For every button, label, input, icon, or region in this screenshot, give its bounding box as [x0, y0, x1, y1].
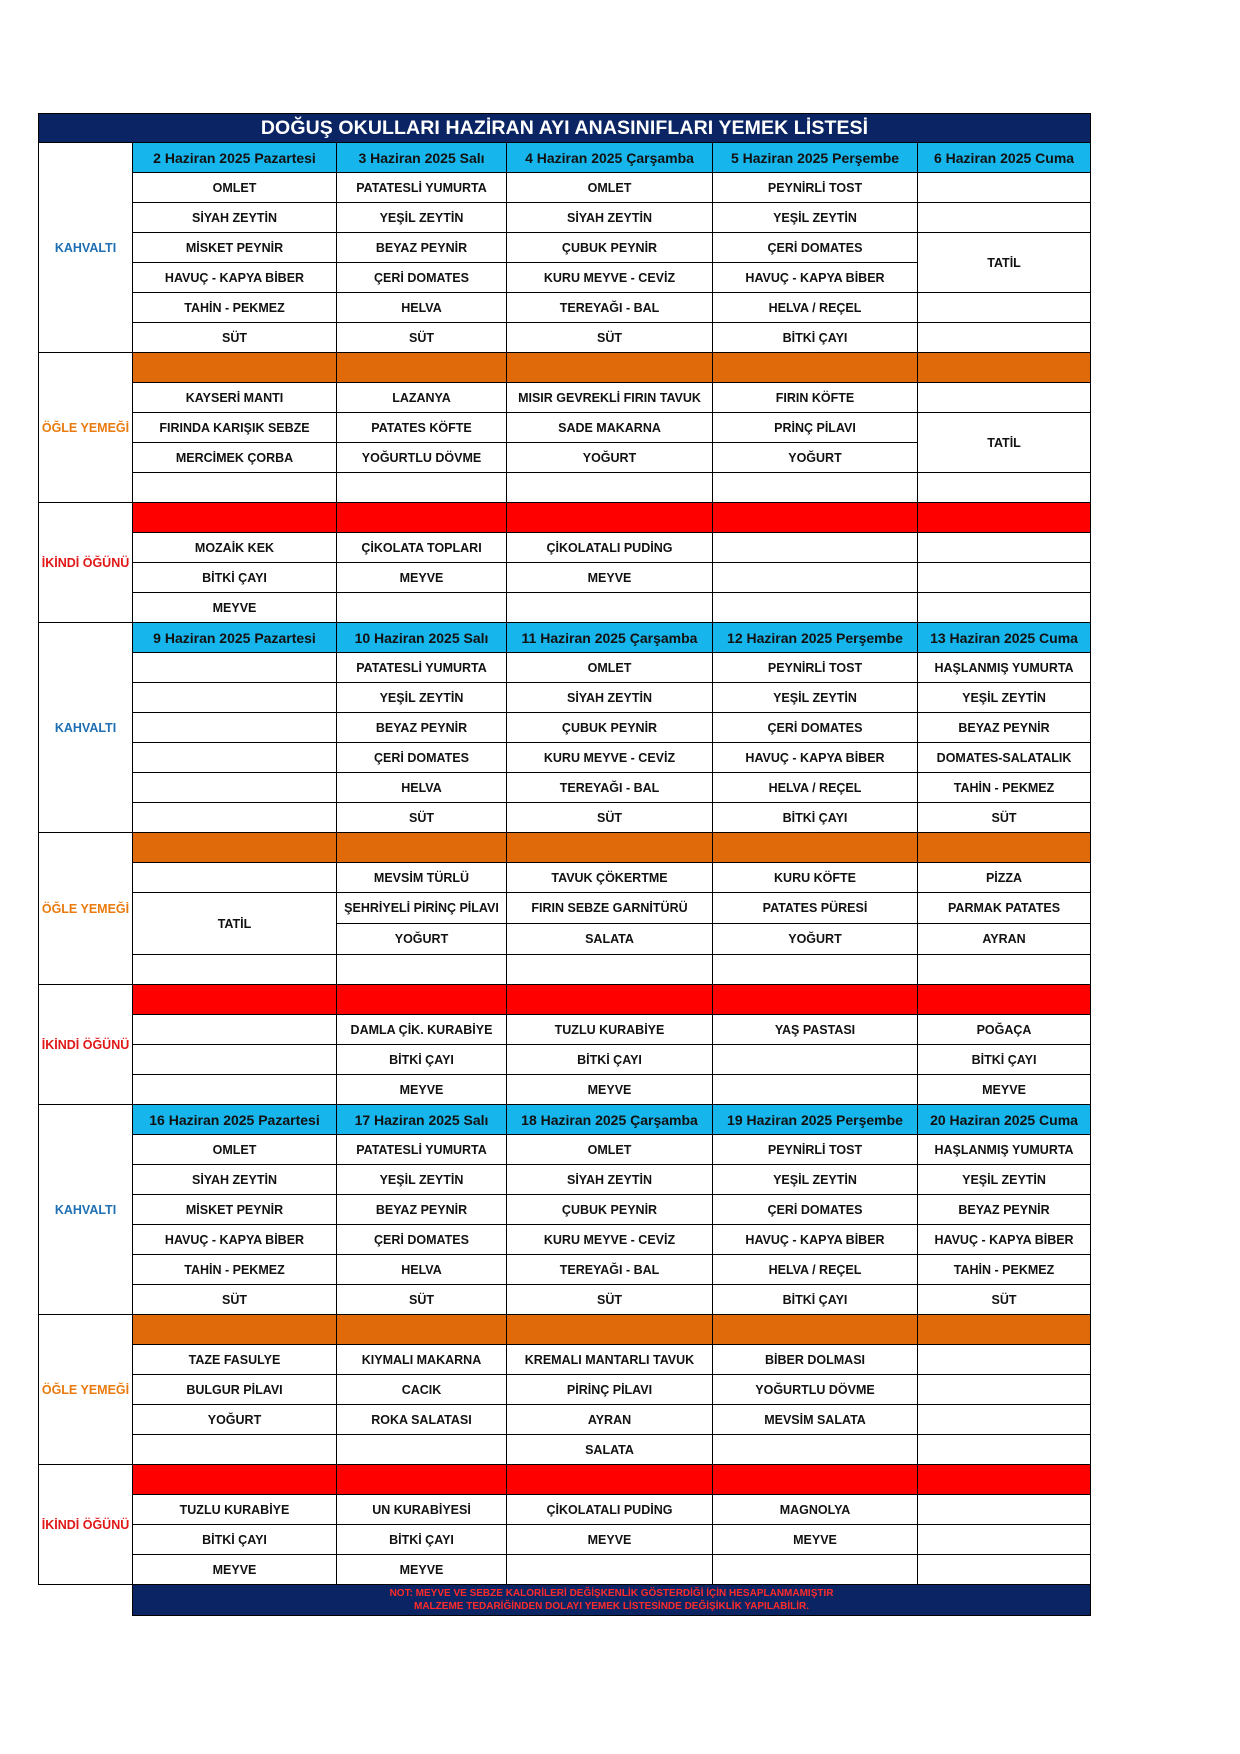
- menu-sheet: [38, 113, 1090, 1616]
- menu-item: YEŞİL ZEYTİN: [713, 683, 918, 713]
- menu-item: ÇİKOLATA TOPLARI: [337, 533, 507, 563]
- lunch-separator: [918, 833, 1091, 863]
- table-row: [39, 1345, 1091, 1375]
- menu-item: ÇİKOLATALI PUDİNG: [507, 1495, 713, 1525]
- menu-item: TEREYAĞI - BAL: [507, 293, 713, 323]
- table-row: [39, 683, 1091, 713]
- menu-item: YOĞURTLU DÖVME: [713, 1375, 918, 1405]
- menu-item: HAVUÇ - KAPYA BİBER: [133, 263, 337, 293]
- snack-separator: [133, 1465, 337, 1495]
- menu-item: BİTKİ ÇAYI: [133, 563, 337, 593]
- menu-item: [337, 473, 507, 503]
- snack-separator: [337, 503, 507, 533]
- table-row: [39, 743, 1091, 773]
- menu-item: MOZAİK KEK: [133, 533, 337, 563]
- section-label-breakfast: KAHVALTI: [39, 143, 133, 353]
- menu-item: [918, 203, 1091, 233]
- table-row: [39, 1075, 1091, 1105]
- menu-item: [133, 653, 337, 683]
- menu-item: [918, 323, 1091, 353]
- menu-item: KAYSERİ MANTI: [133, 383, 337, 413]
- date-header: 11 Haziran 2025 Çarşamba: [507, 623, 713, 653]
- menu-item: TEREYAĞI - BAL: [507, 773, 713, 803]
- table-row: [39, 803, 1091, 833]
- menu-item: UN KURABİYESİ: [337, 1495, 507, 1525]
- menu-item: [918, 1555, 1091, 1585]
- lunch-separator: [337, 1315, 507, 1345]
- menu-item: [133, 713, 337, 743]
- menu-item: [918, 955, 1091, 985]
- table-row: [39, 833, 1091, 863]
- menu-item: HAŞLANMIŞ YUMURTA: [918, 653, 1091, 683]
- lunch-separator: [713, 1315, 918, 1345]
- menu-item: [918, 563, 1091, 593]
- menu-item: OMLET: [133, 1135, 337, 1165]
- menu-item: SÜT: [507, 803, 713, 833]
- menu-item: TAVUK ÇÖKERTME: [507, 863, 713, 893]
- menu-item: YEŞİL ZEYTİN: [918, 683, 1091, 713]
- snack-separator: [337, 985, 507, 1015]
- snack-separator: [713, 1465, 918, 1495]
- menu-item: [133, 955, 337, 985]
- menu-item: YOĞURT: [337, 924, 507, 955]
- menu-item: [133, 1435, 337, 1465]
- table-row: [39, 1375, 1091, 1405]
- menu-item: MEYVE: [918, 1075, 1091, 1105]
- menu-item: YAŞ PASTASI: [713, 1015, 918, 1045]
- menu-item: TUZLU KURABİYE: [133, 1495, 337, 1525]
- menu-item: MEYVE: [507, 563, 713, 593]
- menu-item: KREMALI MANTARLI TAVUK: [507, 1345, 713, 1375]
- menu-item: MEVSİM SALATA: [713, 1405, 918, 1435]
- menu-table: [38, 113, 1091, 1616]
- table-row: [39, 1015, 1091, 1045]
- menu-item: BİBER DOLMASI: [713, 1345, 918, 1375]
- menu-item: ÇERİ DOMATES: [337, 263, 507, 293]
- menu-item: PEYNİRLİ TOST: [713, 173, 918, 203]
- snack-separator: [507, 503, 713, 533]
- menu-item: MEVSİM TÜRLÜ: [337, 863, 507, 893]
- table-row: [39, 323, 1091, 353]
- menu-item: [713, 593, 918, 623]
- menu-item: KIYMALI MAKARNA: [337, 1345, 507, 1375]
- table-row: [39, 1585, 1091, 1616]
- menu-item: TAHİN - PEKMEZ: [133, 1255, 337, 1285]
- lunch-separator: [918, 1315, 1091, 1345]
- menu-item: SİYAH ZEYTİN: [507, 1165, 713, 1195]
- menu-item: HAVUÇ - KAPYA BİBER: [918, 1225, 1091, 1255]
- table-row: [39, 1315, 1091, 1345]
- menu-item: SÜT: [337, 803, 507, 833]
- snack-separator: [133, 503, 337, 533]
- snack-separator: [713, 985, 918, 1015]
- lunch-separator: [713, 353, 918, 383]
- menu-item: [918, 533, 1091, 563]
- date-header: 17 Haziran 2025 Salı: [337, 1105, 507, 1135]
- menu-item: [713, 1045, 918, 1075]
- menu-item: [507, 955, 713, 985]
- menu-item: YOĞURTLU DÖVME: [337, 443, 507, 473]
- table-row: [39, 503, 1091, 533]
- menu-item: SİYAH ZEYTİN: [507, 683, 713, 713]
- menu-item: SALATA: [507, 1435, 713, 1465]
- menu-item: [133, 1015, 337, 1045]
- table-row: [39, 623, 1091, 653]
- table-row: [39, 1225, 1091, 1255]
- date-header: 12 Haziran 2025 Perşembe: [713, 623, 918, 653]
- snack-separator: [507, 985, 713, 1015]
- menu-item: BİTKİ ÇAYI: [713, 1285, 918, 1315]
- menu-item: ROKA SALATASI: [337, 1405, 507, 1435]
- menu-item: YEŞİL ZEYTİN: [337, 1165, 507, 1195]
- table-row: [39, 1105, 1091, 1135]
- menu-item: SİYAH ZEYTİN: [133, 1165, 337, 1195]
- menu-item: MİSKET PEYNİR: [133, 1195, 337, 1225]
- menu-item: [713, 1555, 918, 1585]
- menu-item: [337, 593, 507, 623]
- menu-item: TEREYAĞI - BAL: [507, 1255, 713, 1285]
- menu-item: ÇERİ DOMATES: [713, 233, 918, 263]
- menu-item: YOĞURT: [713, 924, 918, 955]
- date-header: 19 Haziran 2025 Perşembe: [713, 1105, 918, 1135]
- menu-item: MEYVE: [337, 1555, 507, 1585]
- lunch-separator: [133, 1315, 337, 1345]
- footer-note: [133, 1585, 1091, 1616]
- section-label-breakfast: KAHVALTI: [39, 1105, 133, 1315]
- menu-item: PARMAK PATATES: [918, 893, 1091, 924]
- menu-item: SÜT: [507, 323, 713, 353]
- menu-item: TUZLU KURABİYE: [507, 1015, 713, 1045]
- menu-item: AYRAN: [918, 924, 1091, 955]
- table-row: [39, 293, 1091, 323]
- menu-item: [713, 1435, 918, 1465]
- menu-item: YEŞİL ZEYTİN: [713, 203, 918, 233]
- menu-item: HELVA / REÇEL: [713, 293, 918, 323]
- menu-item: [918, 383, 1091, 413]
- date-header: 9 Haziran 2025 Pazartesi: [133, 623, 337, 653]
- menu-item: [918, 1495, 1091, 1525]
- menu-item: HELVA / REÇEL: [713, 773, 918, 803]
- menu-item: TAHİN - PEKMEZ: [133, 293, 337, 323]
- menu-item: ÇİKOLATALI PUDİNG: [507, 533, 713, 563]
- menu-item: OMLET: [507, 1135, 713, 1165]
- snack-separator: [507, 1465, 713, 1495]
- section-label-snack: İKİNDİ ÖĞÜNÜ: [39, 503, 133, 623]
- menu-item: [918, 473, 1091, 503]
- menu-item: BİTKİ ÇAYI: [337, 1525, 507, 1555]
- section-label-breakfast: KAHVALTI: [39, 623, 133, 833]
- table-row: [39, 1495, 1091, 1525]
- table-row: [39, 653, 1091, 683]
- menu-item: SÜT: [507, 1285, 713, 1315]
- menu-item: PRİNÇ PİLAVI: [713, 413, 918, 443]
- menu-item: PATATESLİ YUMURTA: [337, 1135, 507, 1165]
- menu-item: [713, 473, 918, 503]
- table-row: [39, 773, 1091, 803]
- menu-item: LAZANYA: [337, 383, 507, 413]
- table-row: [39, 713, 1091, 743]
- footer-note-line2: MALZEME TEDARİĞİNDEN DOLAYI YEMEK LİSTESİNDE DEĞİŞİKLİK YAPILABİLİR.: [414, 1601, 810, 1612]
- menu-item: YEŞİL ZEYTİN: [713, 1165, 918, 1195]
- menu-item: SİYAH ZEYTİN: [133, 203, 337, 233]
- menu-item: [507, 1555, 713, 1585]
- menu-item: YEŞİL ZEYTİN: [918, 1165, 1091, 1195]
- date-header: 6 Haziran 2025 Cuma: [918, 143, 1091, 173]
- snack-separator: [918, 503, 1091, 533]
- menu-item: TAZE FASULYE: [133, 1345, 337, 1375]
- snack-separator: [713, 503, 918, 533]
- table-row: [39, 1045, 1091, 1075]
- menu-item: KURU KÖFTE: [713, 863, 918, 893]
- lunch-separator: [133, 353, 337, 383]
- lunch-separator: [337, 353, 507, 383]
- menu-item: ÇUBUK PEYNİR: [507, 1195, 713, 1225]
- lunch-separator: [918, 353, 1091, 383]
- table-row: [39, 1405, 1091, 1435]
- menu-item: [507, 473, 713, 503]
- menu-item: ÇUBUK PEYNİR: [507, 713, 713, 743]
- menu-item: HAŞLANMIŞ YUMURTA: [918, 1135, 1091, 1165]
- menu-item: [713, 955, 918, 985]
- menu-item: MEYVE: [133, 1555, 337, 1585]
- menu-item: MEYVE: [133, 593, 337, 623]
- table-row: [39, 1165, 1091, 1195]
- menu-item: MEYVE: [337, 563, 507, 593]
- menu-item: SÜT: [918, 803, 1091, 833]
- menu-item: MİSKET PEYNİR: [133, 233, 337, 263]
- menu-item: [918, 1405, 1091, 1435]
- menu-item: BİTKİ ÇAYI: [713, 803, 918, 833]
- menu-item: DAMLA ÇİK. KURABİYE: [337, 1015, 507, 1045]
- menu-item: BİTKİ ÇAYI: [337, 1045, 507, 1075]
- table-row: [39, 383, 1091, 413]
- table-row: [39, 203, 1091, 233]
- menu-item: [133, 1075, 337, 1105]
- menu-item: [337, 1435, 507, 1465]
- menu-item: PATATES KÖFTE: [337, 413, 507, 443]
- date-header: 4 Haziran 2025 Çarşamba: [507, 143, 713, 173]
- menu-item: MEYVE: [337, 1075, 507, 1105]
- menu-item: HELVA: [337, 293, 507, 323]
- table-row: [39, 1525, 1091, 1555]
- menu-item: SÜT: [337, 323, 507, 353]
- menu-item: BEYAZ PEYNİR: [918, 713, 1091, 743]
- section-label-lunch: ÖĞLE YEMEĞİ: [39, 833, 133, 985]
- menu-item: MEYVE: [507, 1075, 713, 1105]
- date-header: 20 Haziran 2025 Cuma: [918, 1105, 1091, 1135]
- section-label-lunch: ÖĞLE YEMEĞİ: [39, 1315, 133, 1465]
- date-header: 18 Haziran 2025 Çarşamba: [507, 1105, 713, 1135]
- holiday-label: TATİL: [918, 413, 1091, 473]
- lunch-separator: [337, 833, 507, 863]
- menu-item: [133, 683, 337, 713]
- menu-item: YEŞİL ZEYTİN: [337, 203, 507, 233]
- menu-item: TAHİN - PEKMEZ: [918, 1255, 1091, 1285]
- section-label-lunch: ÖĞLE YEMEĞİ: [39, 353, 133, 503]
- menu-item: ÇUBUK PEYNİR: [507, 233, 713, 263]
- table-row: [39, 233, 1091, 263]
- table-row: [39, 1555, 1091, 1585]
- table-row: [39, 593, 1091, 623]
- menu-item: KURU MEYVE - CEVİZ: [507, 263, 713, 293]
- menu-item: KURU MEYVE - CEVİZ: [507, 1225, 713, 1255]
- menu-item: [133, 803, 337, 833]
- menu-item: FIRIN KÖFTE: [713, 383, 918, 413]
- menu-item: HAVUÇ - KAPYA BİBER: [713, 743, 918, 773]
- menu-item: YOĞURT: [713, 443, 918, 473]
- menu-item: BİTKİ ÇAYI: [713, 323, 918, 353]
- menu-item: BİTKİ ÇAYI: [507, 1045, 713, 1075]
- menu-item: FIRIN SEBZE GARNİTÜRÜ: [507, 893, 713, 924]
- date-header: 3 Haziran 2025 Salı: [337, 143, 507, 173]
- menu-item: [133, 1045, 337, 1075]
- menu-item: PEYNİRLİ TOST: [713, 1135, 918, 1165]
- menu-item: BEYAZ PEYNİR: [337, 1195, 507, 1225]
- table-row: [39, 563, 1091, 593]
- table-row: [39, 893, 1091, 924]
- menu-item: SÜT: [337, 1285, 507, 1315]
- menu-item: POĞAÇA: [918, 1015, 1091, 1045]
- date-header: 2 Haziran 2025 Pazartesi: [133, 143, 337, 173]
- menu-item: BİTKİ ÇAYI: [918, 1045, 1091, 1075]
- table-row: [39, 985, 1091, 1015]
- lunch-separator: [507, 1315, 713, 1345]
- menu-item: MERCİMEK ÇORBA: [133, 443, 337, 473]
- date-header: 16 Haziran 2025 Pazartesi: [133, 1105, 337, 1135]
- menu-item: [133, 863, 337, 893]
- menu-item: SİYAH ZEYTİN: [507, 203, 713, 233]
- menu-item: BEYAZ PEYNİR: [918, 1195, 1091, 1225]
- menu-item: [918, 1525, 1091, 1555]
- lunch-separator: [713, 833, 918, 863]
- menu-item: PİZZA: [918, 863, 1091, 893]
- menu-item: KURU MEYVE - CEVİZ: [507, 743, 713, 773]
- menu-item: YOĞURT: [507, 443, 713, 473]
- menu-item: PEYNİRLİ TOST: [713, 653, 918, 683]
- table-row: [39, 1465, 1091, 1495]
- menu-item: MAGNOLYA: [713, 1495, 918, 1525]
- menu-item: [133, 473, 337, 503]
- menu-item: OMLET: [507, 173, 713, 203]
- menu-item: HELVA / REÇEL: [713, 1255, 918, 1285]
- menu-item: [337, 955, 507, 985]
- menu-item: DOMATES-SALATALIK: [918, 743, 1091, 773]
- page-title: DOĞUŞ OKULLARI HAZİRAN AYI ANASINIFLARI YEMEK LİSTESİ: [39, 114, 1091, 143]
- footer-spacer: [39, 1585, 133, 1616]
- date-header: 10 Haziran 2025 Salı: [337, 623, 507, 653]
- menu-item: [918, 293, 1091, 323]
- menu-item: HAVUÇ - KAPYA BİBER: [133, 1225, 337, 1255]
- table-row: [39, 1285, 1091, 1315]
- menu-item: ÇERİ DOMATES: [713, 713, 918, 743]
- snack-separator: [337, 1465, 507, 1495]
- table-row: [39, 173, 1091, 203]
- menu-item: BEYAZ PEYNİR: [337, 233, 507, 263]
- menu-item: PATATESLİ YUMURTA: [337, 653, 507, 683]
- table-row: [39, 413, 1091, 443]
- menu-item: PATATESLİ YUMURTA: [337, 173, 507, 203]
- menu-item: [918, 593, 1091, 623]
- menu-item: [133, 743, 337, 773]
- menu-item: AYRAN: [507, 1405, 713, 1435]
- menu-item: SALATA: [507, 924, 713, 955]
- date-header: 5 Haziran 2025 Perşembe: [713, 143, 918, 173]
- table-row: [39, 473, 1091, 503]
- lunch-separator: [507, 353, 713, 383]
- section-label-snack: İKİNDİ ÖĞÜNÜ: [39, 985, 133, 1105]
- holiday-label: TATİL: [918, 233, 1091, 293]
- menu-item: SÜT: [133, 323, 337, 353]
- menu-item: OMLET: [507, 653, 713, 683]
- menu-item: ÇERİ DOMATES: [713, 1195, 918, 1225]
- menu-item: PİRİNÇ PİLAVI: [507, 1375, 713, 1405]
- table-row: [39, 955, 1091, 985]
- menu-item: YEŞİL ZEYTİN: [337, 683, 507, 713]
- menu-item: MEYVE: [507, 1525, 713, 1555]
- menu-item: MISIR GEVREKLİ FIRIN TAVUK: [507, 383, 713, 413]
- menu-item: MEYVE: [713, 1525, 918, 1555]
- menu-item: BİTKİ ÇAYI: [133, 1525, 337, 1555]
- menu-item: FIRINDA KARIŞIK SEBZE: [133, 413, 337, 443]
- table-row: [39, 1435, 1091, 1465]
- menu-item: CACIK: [337, 1375, 507, 1405]
- menu-item: [507, 593, 713, 623]
- menu-item: OMLET: [133, 173, 337, 203]
- snack-separator: [918, 985, 1091, 1015]
- menu-item: [713, 533, 918, 563]
- lunch-separator: [507, 833, 713, 863]
- table-row: [39, 863, 1091, 893]
- menu-item: TAHİN - PEKMEZ: [918, 773, 1091, 803]
- snack-separator: [918, 1465, 1091, 1495]
- section-label-snack: İKİNDİ ÖĞÜNÜ: [39, 1465, 133, 1585]
- lunch-separator: [133, 833, 337, 863]
- menu-item: [713, 563, 918, 593]
- footer-note-line1: NOT: MEYVE VE SEBZE KALORİLERİ DEĞİŞKENLİK GÖSTERDİĞİ İÇİN HESAPLANMAMIŞTIR: [389, 1588, 834, 1599]
- menu-item: PATATES PÜRESİ: [713, 893, 918, 924]
- menu-item: [918, 1435, 1091, 1465]
- menu-item: SÜT: [133, 1285, 337, 1315]
- menu-item: ÇERİ DOMATES: [337, 1225, 507, 1255]
- menu-item: HAVUÇ - KAPYA BİBER: [713, 1225, 918, 1255]
- menu-item: [918, 1345, 1091, 1375]
- table-row: [39, 353, 1091, 383]
- holiday-label: TATİL: [133, 893, 337, 955]
- menu-item: ÇERİ DOMATES: [337, 743, 507, 773]
- menu-item: SÜT: [918, 1285, 1091, 1315]
- table-row: [39, 1135, 1091, 1165]
- table-row: [39, 1255, 1091, 1285]
- menu-item: [133, 773, 337, 803]
- menu-item: BEYAZ PEYNİR: [337, 713, 507, 743]
- table-row: [39, 143, 1091, 173]
- menu-item: ŞEHRİYELİ PİRİNÇ PİLAVI: [337, 893, 507, 924]
- date-header: 13 Haziran 2025 Cuma: [918, 623, 1091, 653]
- table-row: [39, 1195, 1091, 1225]
- menu-item: [713, 1075, 918, 1105]
- menu-item: HELVA: [337, 773, 507, 803]
- menu-item: HAVUÇ - KAPYA BİBER: [713, 263, 918, 293]
- menu-item: HELVA: [337, 1255, 507, 1285]
- menu-item: YOĞURT: [133, 1405, 337, 1435]
- menu-item: [918, 173, 1091, 203]
- menu-item: BULGUR PİLAVI: [133, 1375, 337, 1405]
- menu-item: SADE MAKARNA: [507, 413, 713, 443]
- table-row: [39, 533, 1091, 563]
- snack-separator: [133, 985, 337, 1015]
- menu-item: [918, 1375, 1091, 1405]
